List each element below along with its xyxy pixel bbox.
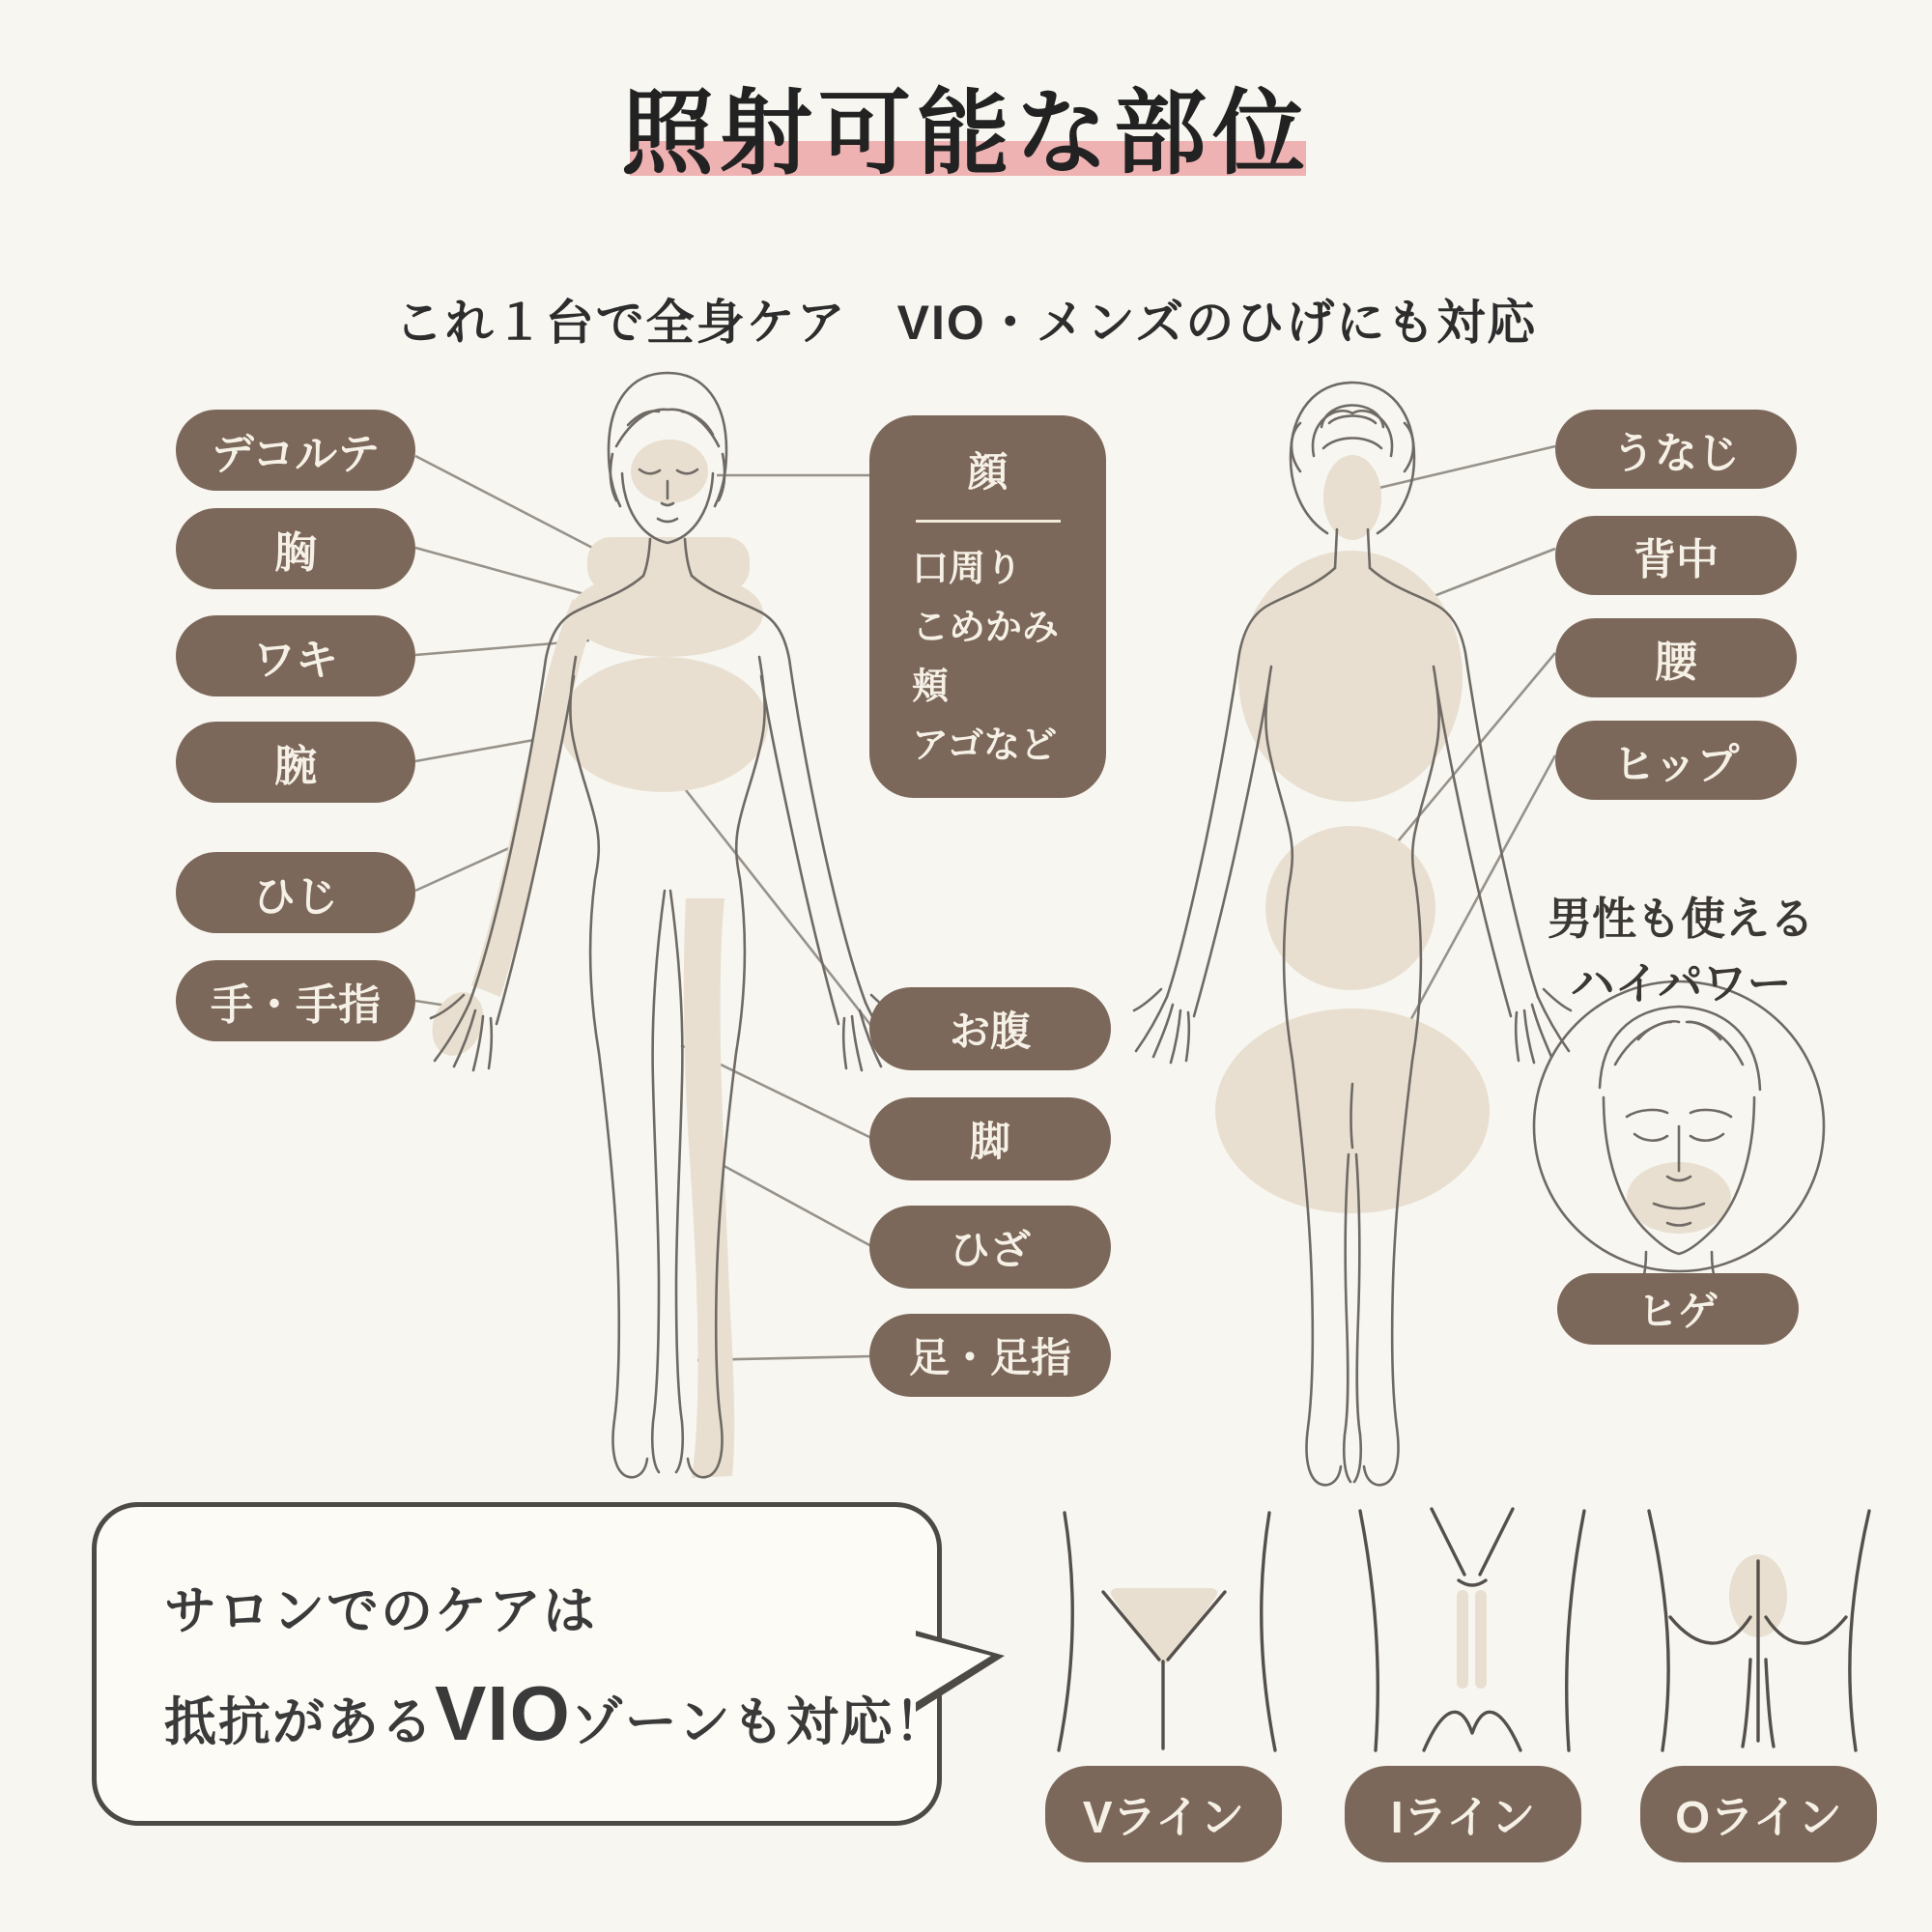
label-back: 背中 <box>1555 516 1797 595</box>
label-v-line: Vライン <box>1045 1766 1282 1862</box>
i-line-illustration <box>1343 1503 1604 1758</box>
label-waist: 腰 <box>1555 618 1797 697</box>
label-feet-toes: 足・足指 <box>869 1314 1111 1397</box>
vio-speech-bubble <box>92 1502 942 1826</box>
label-leg: 脚 <box>869 1097 1111 1180</box>
label-hip: ヒップ <box>1555 721 1797 800</box>
label-beard: ヒゲ <box>1557 1273 1799 1345</box>
o-line-illustration <box>1628 1503 1889 1758</box>
label-armpit: ワキ <box>176 615 415 696</box>
face-box-item-cheeks: 頬 <box>912 667 950 707</box>
mens-caption: 男性も使える ハイパワー <box>1548 894 1814 1009</box>
face-area-box <box>869 415 1106 798</box>
label-o-line: Oライン <box>1640 1766 1877 1862</box>
male-face-illustration <box>1524 974 1833 1283</box>
label-belly: お腹 <box>869 987 1111 1070</box>
front-female-figure-illustration <box>396 357 937 1507</box>
label-arm: 腕 <box>176 722 415 803</box>
label-knee: ひざ <box>869 1206 1111 1289</box>
label-chest: 胸 <box>176 508 415 589</box>
face-box-item-mouth-area: 口周り <box>912 549 1023 589</box>
bubble-text-line2: 抵抗がある VIO ゾーンも対応！ <box>164 1670 949 1756</box>
bubble-text-line1: サロンでのケアは <box>164 1582 597 1640</box>
label-nape: うなじ <box>1555 410 1797 489</box>
label-hands-fingers: 手・手指 <box>176 960 415 1041</box>
face-box-item-temples: こめかみ <box>912 608 1060 648</box>
page-subtitle: これ１台で全身ケア VIO・メンズのひげにも対応 <box>394 296 1538 350</box>
label-elbow: ひじ <box>176 852 415 933</box>
label-i-line: Iライン <box>1345 1766 1581 1862</box>
face-box-divider <box>916 520 1061 523</box>
v-line-illustration <box>1036 1507 1296 1758</box>
face-box-item-chin: アゴなど <box>912 725 1058 766</box>
back-female-figure-illustration <box>1130 367 1575 1507</box>
page-title: 照射可能な部位 <box>621 82 1311 185</box>
label-decollete: デコルテ <box>176 410 415 491</box>
vio-strong-text: VIO <box>435 1670 571 1756</box>
face-box-title: 顔 <box>967 449 1009 495</box>
